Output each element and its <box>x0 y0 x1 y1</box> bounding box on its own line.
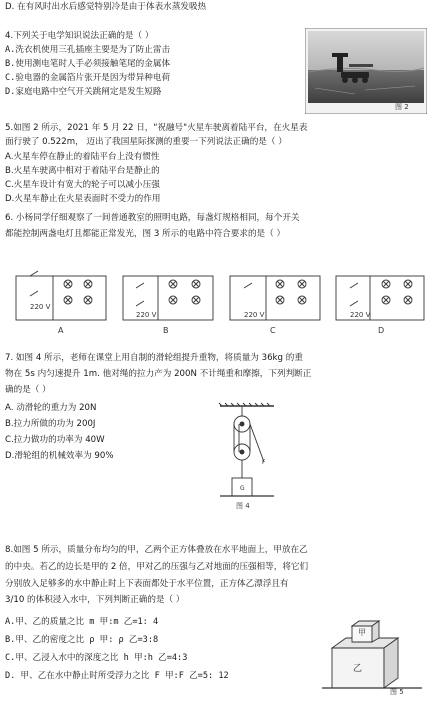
q8-stem-line-4: 3/10 的体积浸入水中，下列判断正确的是（ ） <box>5 595 185 605</box>
q5-stem-line-2: 面行驶了 0.522m， 迈出了我国星际探测的重要一下列说法正确的是（ ） <box>5 137 287 147</box>
q6-stem-line-1: 6. 小杨同学仔细观察了一间普通教室的照明电路，每盏灯规格相同，每个开关 <box>5 213 300 223</box>
svg-text:F: F <box>262 459 266 466</box>
circuit-b-label: B <box>163 326 169 335</box>
q4-option-d: D.家庭电路中空气开关跳闸定是发生短路 <box>5 87 162 97</box>
q7-option-d: D.滑轮组的机械效率为 90% <box>5 451 114 461</box>
circuit-a <box>16 271 106 320</box>
q7-stem-line-2: 物在 5s 内匀速提升 1m. 他对绳的拉力产为 200N 不计绳重和摩擦，下列判断正 <box>5 369 312 379</box>
q8-stem-line-3: 分别放入足够多的水中静止时上下表面都处于水平位置，正方体乙漂浮且有 <box>5 579 289 589</box>
figure-2-caption: 图 2 <box>395 103 409 111</box>
q7-stem-line-3: 确的是（ ） <box>5 385 51 395</box>
circuit-d-label: D <box>378 326 385 335</box>
q8-stem-line-2: 的中央。若乙的边长是甲的 2 倍，甲对乙的压强与乙对地面的压强相等，将它们 <box>5 562 309 572</box>
figure-4-pulley <box>212 402 282 514</box>
circuit-c-label: C <box>270 326 276 335</box>
q5-option-b: B.火星车驶离中相对于着陆平台是静止的 <box>5 166 160 176</box>
circuit-c-voltage: 220 V <box>244 311 265 319</box>
block-yi-label: 乙 <box>353 664 363 674</box>
q7-option-c: C.拉力做功的功率为 40W <box>5 435 105 445</box>
q5-option-c: C.火星车设计有宽大的轮子可以减小压强 <box>5 180 160 190</box>
q8-option-d: D. 甲、乙在水中静止时所受浮力之比 F 甲:F 乙=5: 12 <box>5 671 229 681</box>
q4-stem: 4.下列关于电学知识说法正确的是（ ） <box>5 31 154 41</box>
figure-3-circuits <box>8 266 428 344</box>
circuit-d-voltage: 220 V <box>350 311 371 319</box>
block-jia-label: 甲 <box>358 628 366 637</box>
q5-option-a: A.火星车停在静止的着陆平台上没有惯性 <box>5 152 160 162</box>
q8-option-a: A.甲、乙的质量之比 m 甲:m 乙=1: 4 <box>5 617 159 627</box>
q8-option-b: B.甲、乙的密度之比 ρ 甲: ρ 乙=3:8 <box>5 635 159 645</box>
q7-stem-line-1: 7. 如图 4 所示，老师在课堂上用自制的滑轮组提升重物，将质量为 36kg 的重 <box>5 353 303 363</box>
q7-option-b: B.拉力所做的功为 200J <box>5 419 96 429</box>
q5-option-d: D.火星车静止在火星表面时不受力的作用 <box>5 194 161 204</box>
q5-stem-line-1: 5.如图 2 所示，2021 年 5 月 22 日，"祝融号"火星车驶离着陆平台，在火星表 <box>5 123 308 133</box>
circuit-a-voltage: 220 V <box>30 303 51 311</box>
svg-text:G: G <box>240 485 245 492</box>
q7-option-a: A. 动滑轮的重力为 20N <box>5 403 97 413</box>
figure-2-photo <box>305 28 427 114</box>
figure-5-caption: 图 5 <box>390 688 404 696</box>
circuit-a-label: A <box>58 326 64 335</box>
q4-option-a: A.洗衣机使用三孔插座主要是为了防止雷击 <box>5 45 171 55</box>
q8-option-c: C.甲、乙浸入水中的深度之比 h 甲:h 乙=4:3 <box>5 653 188 663</box>
q4-option-b: B.使用测电笔时人手必须接触笔尾的金属体 <box>5 59 171 69</box>
circuit-b-voltage: 220 V <box>136 311 157 319</box>
q6-stem-line-2: 都能控制两盏电灯且都能正常发光，图 3 所示的电路中符合要求的是（ ） <box>5 229 286 239</box>
figure-4-caption: 图 4 <box>236 502 250 510</box>
q8-stem-line-1: 8.如图 5 所示，质量分布均匀的甲，乙两个正方体叠放在水平地面上，甲放在乙 <box>5 545 308 555</box>
figure-5-cubes <box>318 614 428 698</box>
q4-option-c: C.验电器的金属箔片张开是因为带异种电荷 <box>5 73 171 83</box>
q3-option-d: D. 在有风时出水后感觉特别冷是由于体表水蒸发吸热 <box>5 2 207 12</box>
